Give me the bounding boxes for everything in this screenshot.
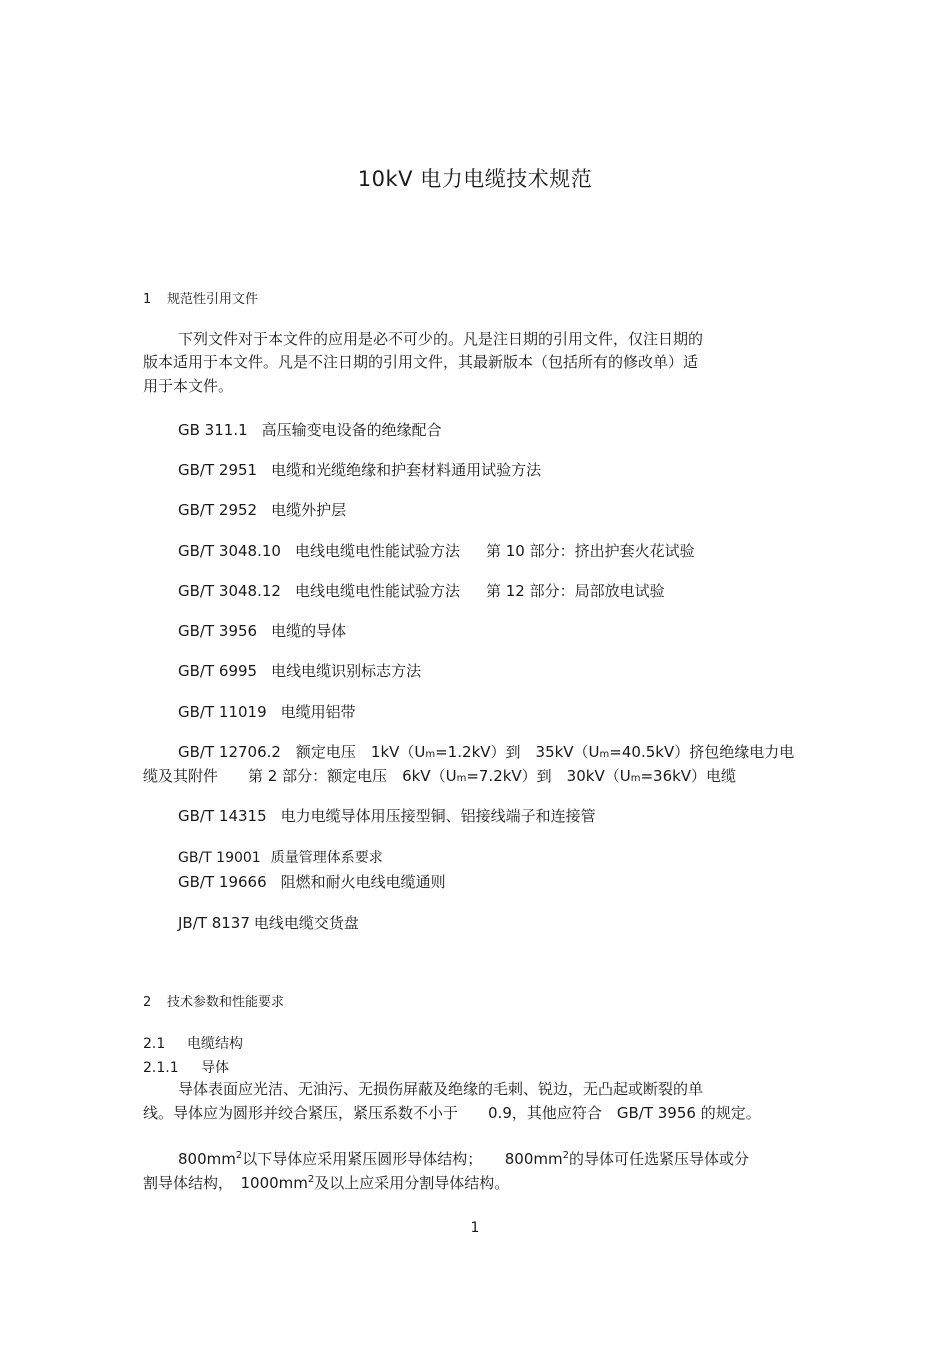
reference-item bbox=[178, 419, 442, 440]
reference-title: 电缆外护层 bbox=[271, 501, 347, 519]
reference-code: GB/T 19666 bbox=[178, 873, 267, 891]
reference-code: GB/T 19001 bbox=[178, 850, 261, 866]
conductor-para2-line-2 bbox=[143, 1167, 509, 1196]
page-number: 1 bbox=[470, 1220, 480, 1236]
reference-item bbox=[178, 459, 541, 480]
subsection-2-1-heading bbox=[143, 1033, 243, 1053]
reference-code: GB/T 2952 bbox=[178, 501, 258, 519]
reference-code: GB/T 3048.12 bbox=[178, 582, 281, 600]
intro-line-3: 用于本文件。 bbox=[143, 377, 234, 395]
reference-text: 缆及其附件 第 2 部分：额定电压 6kV（U bbox=[143, 767, 457, 785]
section-title: 规范性引用文件 bbox=[167, 292, 259, 307]
subscript-m: m bbox=[456, 773, 467, 784]
reference-title: 电缆和光缆绝缘和护套材料通用试验方法 bbox=[271, 461, 542, 479]
subsection-number: 2.1.1 bbox=[143, 1060, 179, 1076]
reference-part: 第 10 部分：挤出护套火花试验 bbox=[485, 542, 695, 560]
conductor-para-line-1: 导体表面应光洁、无油污、无损伤屏蔽及绝缘的毛刺、锐边，无凸起或断裂的单 bbox=[178, 1080, 704, 1098]
reference-part: 第 12 部分：局部放电试验 bbox=[485, 582, 665, 600]
reference-text: =36kV）电缆 bbox=[640, 767, 737, 785]
reference-item bbox=[178, 499, 346, 520]
reference-item bbox=[178, 620, 346, 641]
superscript: 2 bbox=[307, 1174, 315, 1185]
subscript-m: m bbox=[425, 749, 436, 760]
reference-title: 电线电缆电性能试验方法 bbox=[294, 542, 460, 560]
superscript: 2 bbox=[235, 1150, 243, 1161]
reference-title: 电线电缆电性能试验方法 bbox=[294, 582, 460, 600]
reference-code: GB/T 3048.10 bbox=[178, 542, 281, 560]
reference-code: GB 311.1 bbox=[178, 421, 248, 439]
para-text: 的导体可任选紧压导体或分 bbox=[568, 1150, 749, 1168]
section-number: 1 bbox=[143, 292, 152, 307]
para-text: 800mm bbox=[178, 1150, 236, 1168]
section-title: 技术参数和性能要求 bbox=[167, 995, 285, 1010]
reference-title: 电线电缆识别标志方法 bbox=[271, 662, 422, 680]
reference-title: 电缆用铝带 bbox=[280, 703, 356, 721]
reference-title: 阻燃和耐火电线电缆通则 bbox=[280, 873, 446, 891]
reference-code: JB/T 8137 bbox=[178, 914, 250, 932]
reference-title: 高压输变电设备的绝缘配合 bbox=[261, 421, 442, 439]
reference-code: GB/T 2951 bbox=[178, 461, 258, 479]
reference-code: GB/T 6995 bbox=[178, 662, 258, 680]
reference-code: GB/T 14315 bbox=[178, 807, 267, 825]
subsection-title: 电缆结构 bbox=[187, 1036, 243, 1052]
reference-item bbox=[178, 871, 446, 892]
reference-code: GB/T 3956 bbox=[178, 622, 258, 640]
reference-text: =1.2kV）到 35kV（U bbox=[435, 743, 600, 761]
section-number: 2 bbox=[143, 995, 152, 1010]
subsection-number: 2.1 bbox=[143, 1036, 166, 1052]
intro-line-1: 下列文件对于本文件的应用是必不可少的。凡是注日期的引用文件，仅注日期的 bbox=[178, 330, 704, 348]
intro-line-2: 版本适用于本文件。凡是不注日期的引用文件，其最新版本（包括所有的修改单）适 bbox=[143, 353, 699, 371]
reference-title: 电力电缆导体用压接型铜、铝接线端子和连接管 bbox=[280, 807, 596, 825]
para-text: 割导体结构， 1000mm bbox=[143, 1174, 308, 1192]
reference-item bbox=[178, 701, 356, 722]
subsection-title: 导体 bbox=[201, 1060, 229, 1076]
subscript-m: m bbox=[599, 749, 610, 760]
reference-code: GB/T 11019 bbox=[178, 703, 267, 721]
subscript-m: m bbox=[630, 773, 641, 784]
reference-item-12706-line-2 bbox=[143, 765, 736, 786]
reference-item bbox=[178, 847, 383, 867]
subsection-2-1-1-heading bbox=[143, 1057, 229, 1077]
para-text: 以下导体应采用紧压圆形导体结构； 800mm bbox=[242, 1150, 563, 1168]
section-2-heading bbox=[143, 991, 284, 1010]
reference-title: 电缆的导体 bbox=[271, 622, 347, 640]
reference-text: =7.2kV）到 30kV（U bbox=[466, 767, 631, 785]
document-title: 10kV 电力电缆技术规范 bbox=[357, 167, 593, 191]
reference-text: GB/T 12706.2 额定电压 1kV（U bbox=[178, 743, 426, 761]
reference-item bbox=[178, 912, 359, 933]
reference-text: =40.5kV）挤包绝缘电力电 bbox=[609, 743, 795, 761]
reference-item bbox=[178, 805, 596, 826]
section-1-heading bbox=[143, 288, 258, 307]
conductor-para-line-2: 线。导体应为圆形并绞合紧压，紧压系数不小于 0.9，其他应符合 GB/T 3956 的规定。 bbox=[143, 1104, 761, 1122]
reference-title: 质量管理体系要求 bbox=[270, 850, 383, 866]
reference-item bbox=[178, 580, 665, 601]
reference-title: 电线电缆交货盘 bbox=[253, 914, 359, 932]
superscript: 2 bbox=[562, 1150, 569, 1161]
reference-item bbox=[178, 540, 695, 561]
para-text: 及以上应采用分割导体结构。 bbox=[314, 1174, 510, 1192]
reference-item-12706-line-1 bbox=[178, 741, 794, 762]
reference-item bbox=[178, 660, 421, 681]
